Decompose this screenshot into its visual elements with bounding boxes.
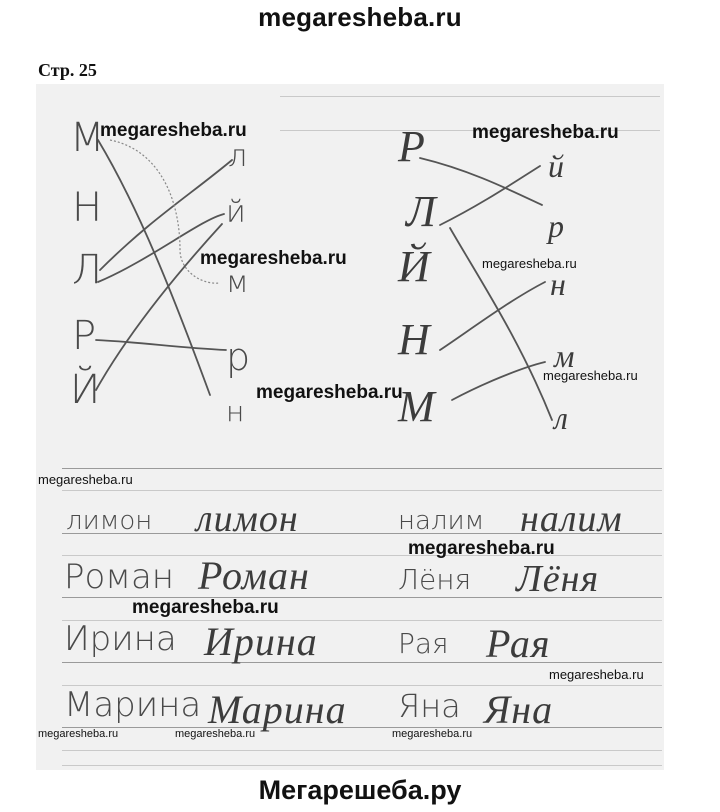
watermark: megaresheba.ru bbox=[132, 597, 279, 618]
match-line bbox=[96, 340, 226, 350]
watermark: megaresheba.ru bbox=[200, 248, 347, 269]
word-print: Рая bbox=[398, 627, 449, 660]
word-script: налим bbox=[520, 498, 623, 540]
letter-right: н bbox=[226, 395, 245, 428]
script-letter-left: Р bbox=[398, 122, 426, 171]
word-print: лимон bbox=[66, 506, 153, 536]
word-print: Лёня bbox=[398, 563, 472, 596]
word-script: Ирина bbox=[204, 619, 318, 664]
word-print: Яна bbox=[398, 687, 461, 725]
match-line bbox=[420, 158, 542, 205]
watermark: megaresheba.ru bbox=[100, 120, 247, 141]
script-letter-left: Л bbox=[406, 187, 437, 236]
letter-right: м bbox=[226, 265, 249, 300]
watermark: megaresheba.ru bbox=[175, 728, 256, 740]
word-script: Марина bbox=[208, 687, 347, 732]
word-script: Роман bbox=[198, 553, 310, 598]
letter-left: М bbox=[70, 115, 105, 161]
match-line bbox=[440, 282, 545, 350]
word-print: налим bbox=[398, 506, 485, 536]
watermark: megaresheba.ru bbox=[256, 382, 403, 403]
word-script: Яна bbox=[484, 687, 554, 732]
page-label: Стр. 25 bbox=[38, 60, 97, 80]
match-line bbox=[452, 362, 545, 400]
match-line bbox=[440, 166, 540, 225]
watermark: megaresheba.ru bbox=[408, 538, 555, 559]
word-script: Лёня bbox=[516, 558, 600, 600]
word-script: лимон bbox=[196, 498, 299, 540]
letter-right: р bbox=[226, 335, 251, 379]
watermark: megaresheba.ru bbox=[38, 472, 133, 487]
script-letter-right: л bbox=[554, 400, 569, 436]
site-footer: Мегарешеба.ру bbox=[258, 775, 462, 805]
letter-right: л bbox=[228, 139, 248, 174]
letter-left: Л bbox=[72, 247, 103, 293]
script-letter-left: Н bbox=[398, 315, 431, 364]
word-print: Роман bbox=[64, 557, 175, 597]
letter-right: й bbox=[226, 195, 246, 230]
script-letter-right: н bbox=[550, 266, 567, 302]
word-print: Ирина bbox=[64, 619, 177, 659]
script-letter-right: м bbox=[554, 338, 576, 374]
script-letter-right: й bbox=[548, 148, 565, 184]
script-letter-left: М bbox=[398, 382, 436, 431]
watermark: megaresheba.ru bbox=[543, 368, 638, 383]
word-print: Марина bbox=[64, 685, 202, 725]
script-letter-left: Й bbox=[398, 242, 431, 291]
match-line bbox=[98, 140, 210, 395]
watermark: megaresheba.ru bbox=[482, 256, 577, 271]
watermark: megaresheba.ru bbox=[38, 728, 119, 740]
watermark: megaresheba.ru bbox=[549, 667, 644, 682]
letter-left: Р bbox=[72, 313, 97, 359]
letter-left: Й bbox=[70, 367, 101, 413]
site-header: megaresheba.ru bbox=[258, 2, 462, 32]
script-letter-right: р bbox=[548, 208, 565, 244]
letter-left: Н bbox=[72, 185, 103, 231]
watermark: megaresheba.ru bbox=[392, 728, 473, 740]
word-script: Рая bbox=[486, 621, 551, 666]
watermark: megaresheba.ru bbox=[472, 122, 619, 143]
